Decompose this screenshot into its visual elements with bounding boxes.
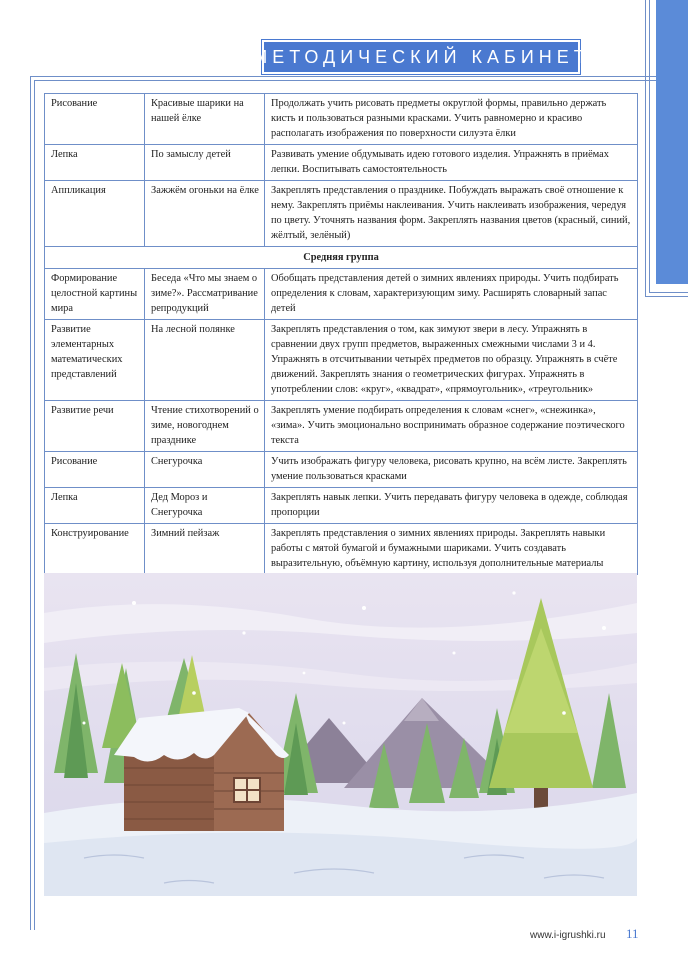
cell-goal: Закреплять представления о том, как зимуют звери в лесу. Упражнять в сравнении двух групп предметов, выраженных смежными числами 3 и 4. Упражнять в отсчитывании четырёх предметов по образцу. Упражнять в счёте движений. Закреплять знания о геометрических фигурах. Упражнять в употреблении слов: «круг», «квадрат», «прямоугольник», «треугольник» — [265, 320, 638, 401]
table-row — [45, 320, 638, 401]
cell-area: Рисование — [45, 94, 145, 145]
frame-corner-line — [645, 296, 688, 297]
group-heading: Средняя группа — [45, 247, 638, 269]
cell-goal: Закреплять представления о празднике. Побуждать выражать своё отношение к нему. Закреплять приёмы наклеивания. Учить наклеивать изображения, чередуя по цвету. Уточнять названия форм. Закреплять названия цветов (красный, синий, жёлтый, зелёный) — [265, 181, 638, 247]
page-number: 11 — [626, 926, 639, 941]
cell-topic: Зимний пейзаж — [145, 524, 265, 575]
table-row — [45, 488, 638, 524]
cell-topic: Красивые шарики на нашей ёлке — [145, 94, 265, 145]
frame-right-line — [645, 0, 646, 296]
cell-topic: На лесной полянке — [145, 320, 265, 401]
cell-topic: Зажжём огоньки на ёлке — [145, 181, 265, 247]
frame-right-line-inner — [649, 0, 650, 292]
cell-goal: Развивать умение обдумывать идею готового изделия. Упражнять в приёмах лепки. Воспитывать самостоятельность — [265, 145, 638, 181]
cell-area: Развитие речи — [45, 401, 145, 452]
section-title: МЕТОДИЧЕСКИЙ КАБИНЕТ — [252, 46, 590, 67]
table-row — [45, 181, 638, 247]
cell-goal: Продолжать учить рисовать предметы округлой формы, правильно держать кисть и пользоваться разными красками. Учить равномерно и красиво располагать изображения по поверхности силуэта ёлки — [265, 94, 638, 145]
cell-topic: Снегурочка — [145, 452, 265, 488]
frame-top-line-inner — [34, 80, 656, 81]
cell-topic: По замыслу детей — [145, 145, 265, 181]
group-heading-row — [45, 247, 638, 269]
side-tab-bar — [656, 0, 688, 284]
table-row — [45, 401, 638, 452]
cell-goal: Закреплять навык лепки. Учить передавать фигуру человека в одежде, соблюдая пропорции — [265, 488, 638, 524]
frame-left-line — [30, 76, 31, 930]
cell-goal: Закреплять представления о зимних явлениях природы. Закреплять навыки работы с мятой бумагой и бумажными шариками. Учить создавать выразительную, объёмную картину, используя дополнительные материалы — [265, 524, 638, 575]
winter-landscape-image — [44, 573, 637, 896]
cell-area: Аппликация — [45, 181, 145, 247]
table-row — [45, 145, 638, 181]
cell-area: Формирование целостной картины мира — [45, 269, 145, 320]
cell-area: Лепка — [45, 488, 145, 524]
frame-corner-line-inner — [649, 292, 688, 293]
table-row — [45, 269, 638, 320]
frame-left-line-inner — [34, 80, 35, 930]
lesson-plan-table — [44, 93, 638, 575]
cell-topic: Чтение стихотворений о зиме, новогоднем празднике — [145, 401, 265, 452]
section-header-banner — [252, 40, 590, 74]
table-row — [45, 452, 638, 488]
cell-area: Лепка — [45, 145, 145, 181]
cell-area: Рисование — [45, 452, 145, 488]
frame-top-line — [30, 76, 656, 77]
cell-goal: Закреплять умение подбирать определения к словам «снег», «снежинка», «зима». Учить эмоционально воспринимать образное содержание поэтического текста — [265, 401, 638, 452]
cell-goal: Обобщать представления детей о зимних явлениях природы. Учить подбирать определения к словам, характеризующим зиму. Расширять словарный запас детей — [265, 269, 638, 320]
cell-topic: Дед Мороз и Снегурочка — [145, 488, 265, 524]
table-row — [45, 94, 638, 145]
cell-topic: Беседа «Что мы знаем о зиме?». Рассматривание репродукций — [145, 269, 265, 320]
table-row — [45, 524, 638, 575]
cell-area: Развитие элементарных математических представлений — [45, 320, 145, 401]
cell-area: Конструирование — [45, 524, 145, 575]
footer-website: www.i-igrushki.ru — [530, 930, 606, 941]
winter-landscape-illustration — [44, 573, 637, 896]
cell-goal: Учить изображать фигуру человека, рисовать крупно, на всём листе. Закреплять умение пользоваться красками — [265, 452, 638, 488]
lesson-plan-table-wrapper — [44, 93, 637, 575]
